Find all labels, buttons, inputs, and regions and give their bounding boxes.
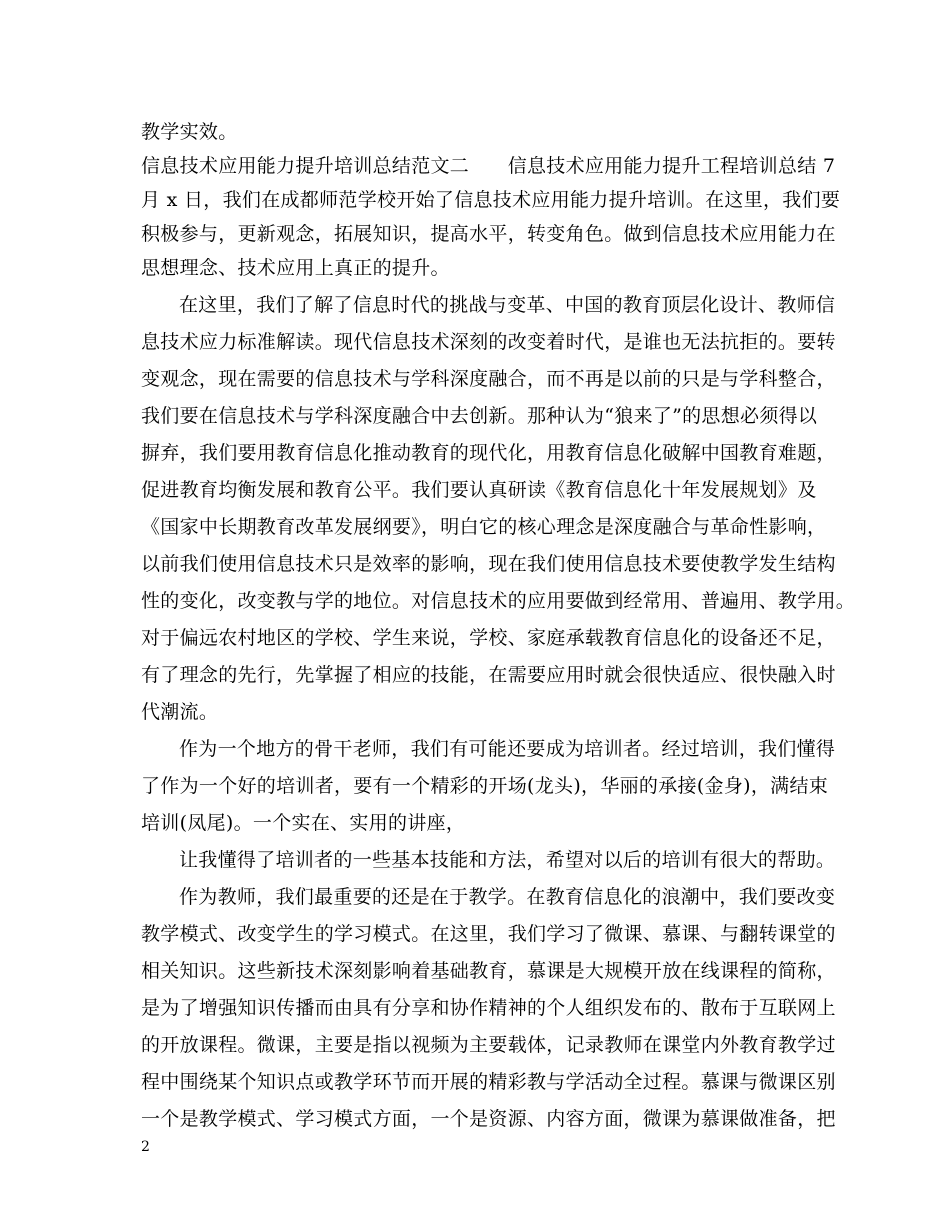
text-line: 性的变化，改变教与学的地位。对信息技术的应用要做到经常用、普遍用、教学用。: [141, 590, 856, 612]
text-line: 是为了增强知识传播而由具有分享和协作精神的个人组织发布的、散布于互联网上: [141, 997, 836, 1019]
text-line: 月 x 日，我们在成都师范学校开始了信息技术应用能力提升培训。在这里，我们要: [141, 189, 841, 211]
text-line: 息技术应力标准解读。现代信息技术深刻的改变着时代，是谁也无法抗拒的。要转: [141, 331, 836, 353]
text-line: 积极参与，更新观念，拓展知识，提高水平，转变角色。做到信息技术应用能力在: [141, 223, 836, 245]
text-line: 《国家中长期教育改革发展纲要》，明白它的核心理念是深度融合与革命性影响，: [141, 516, 827, 538]
text-line: 对于偏远农村地区的学校、学生来说，学校、家庭承载教育信息化的设备还不足，: [141, 627, 836, 649]
text-line: 作为一个地方的骨干老师，我们有可能还要成为培训者。经过培训，我们懂得: [179, 738, 836, 760]
text-line: 了作为一个好的培训者，要有一个精彩的开场(龙头)，华丽的承接(金身)，满结束: [141, 775, 829, 797]
text-line: 在这里，我们了解了信息时代的挑战与变革、中国的教育顶层化设计、教师信: [179, 294, 836, 316]
text-line: 教学实效。: [141, 121, 238, 143]
text-line: 促进教育均衡发展和教育公平。我们要认真研读《教育信息化十年发展规划》及: [141, 479, 817, 501]
text-line: 有了理念的先行，先掌握了相应的技能，在需要应用时就会很快适应、很快融入时: [141, 664, 836, 686]
text-line: 变观念，现在需要的信息技术与学科深度融合，而不再是以前的只是与学科整合，: [141, 368, 836, 390]
text-line: 代潮流。: [141, 701, 219, 723]
text-line: 思想理念、技术应用上真正的提升。: [141, 257, 450, 279]
text-line: 相关知识。这些新技术深刻影响着基础教育，慕课是大规模开放在线课程的简称，: [141, 960, 836, 982]
text-line: 的开放课程。微课，主要是指以视频为主要载体，记录教师在课堂内外教育教学过: [141, 1034, 836, 1056]
text-line: 作为教师，我们最重要的还是在于教学。在教育信息化的浪潮中，我们要改变: [179, 886, 836, 908]
text-line: 信息技术应用能力提升培训总结范文二 信息技术应用能力提升工程培训总结 7: [141, 155, 836, 177]
text-line: 教学模式、改变学生的学习模式。在这里，我们学习了微课、慕课、与翻转课堂的: [141, 923, 836, 945]
text-line: 程中围绕某个知识点或教学环节而开展的精彩教与学活动全过程。慕课与微课区别: [141, 1071, 836, 1093]
text-line: 摒弃，我们要用教育信息化推动教育的现代化，用教育信息化破解中国教育难题，: [141, 442, 836, 464]
text-line: 让我懂得了培训者的一些基本技能和方法，希望对以后的培训有很大的帮助。: [179, 849, 836, 871]
text-line: 以前我们使用信息技术只是效率的影响，现在我们使用信息技术要使教学发生结构: [141, 553, 836, 575]
text-line: 一个是教学模式、学习模式方面，一个是资源、内容方面，微课为慕课做准备，把: [141, 1108, 836, 1130]
text-line: 我们要在信息技术与学科深度融合中去创新。那种认为“狼来了”的思想必须得以: [141, 405, 818, 427]
text-line: 培训(凤尾)。一个实在、实用的讲座，: [141, 812, 466, 834]
page-number: 2: [141, 1139, 150, 1155]
